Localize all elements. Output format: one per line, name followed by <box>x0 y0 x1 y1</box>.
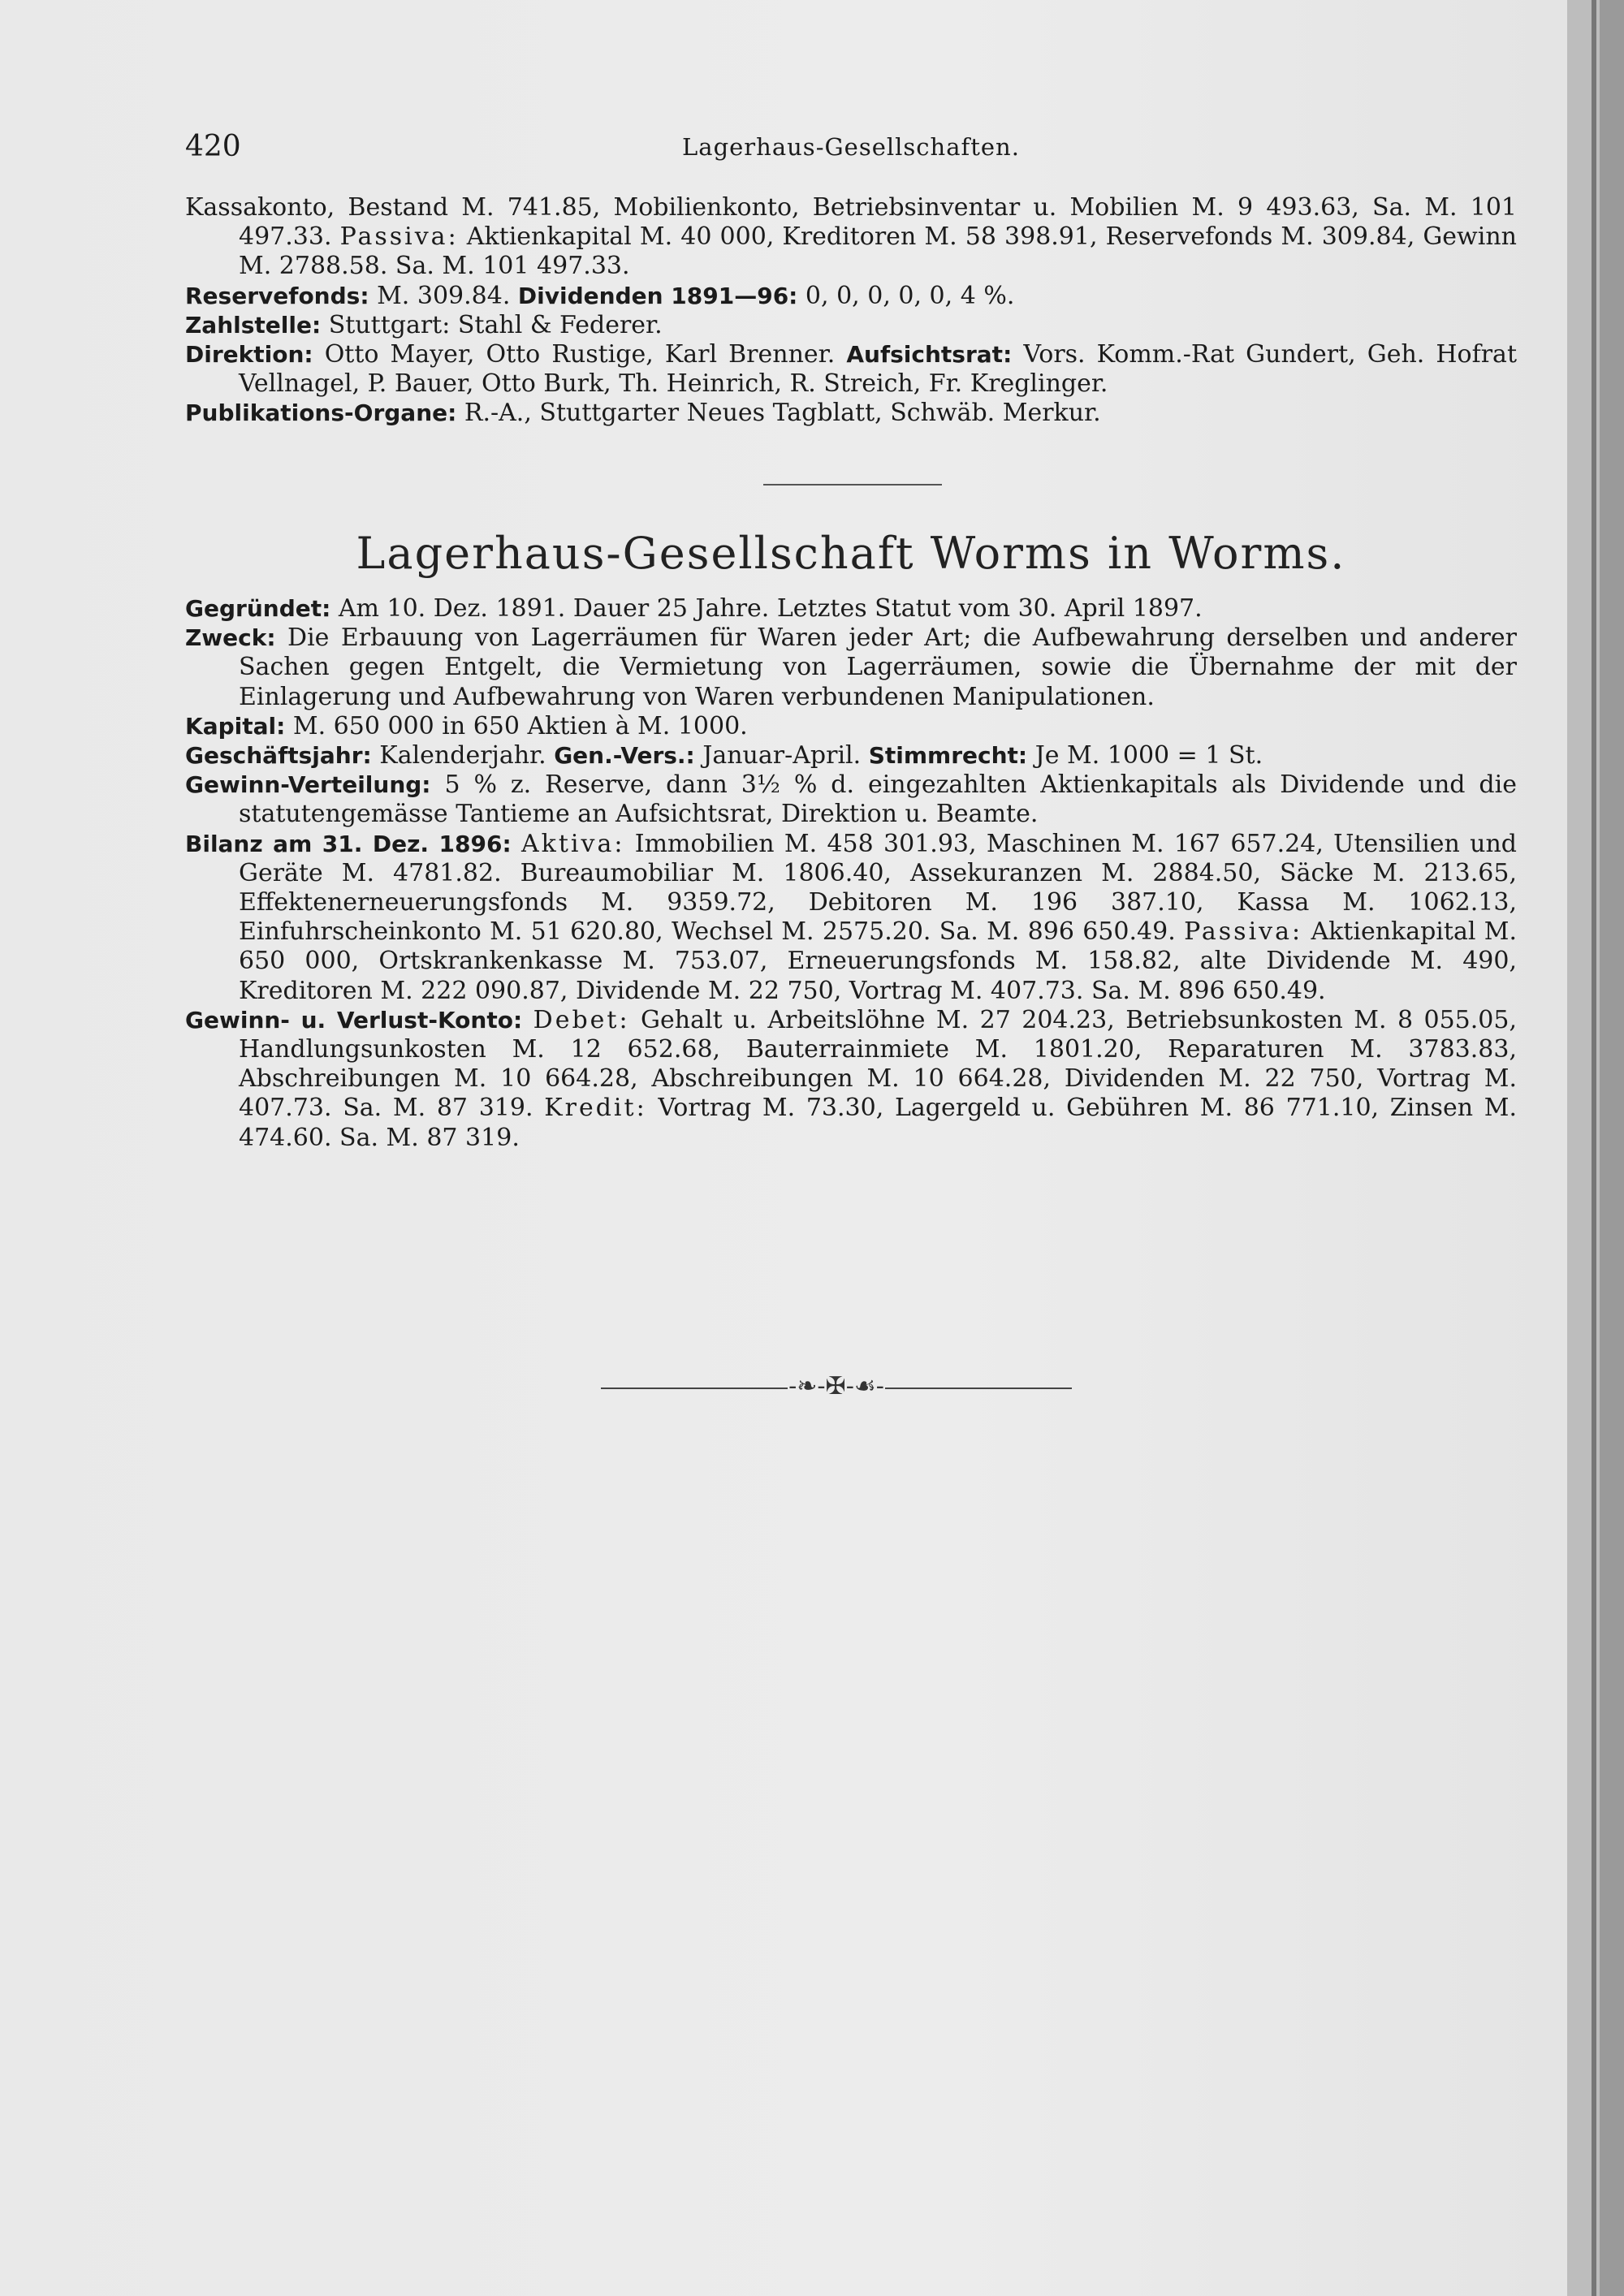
guv-debet-label: Debet: <box>533 1005 630 1034</box>
page-header <box>185 130 1517 170</box>
aufsichtsrat-label: Aufsichtsrat: <box>846 341 1013 369</box>
zweck-label: Zweck: <box>185 624 276 652</box>
guv-label: Gewinn- u. Verlust-Konto: <box>185 1006 523 1034</box>
bilanz-passiva-label: Passiva: <box>1184 917 1303 947</box>
bilanz-label: Bilanz am 31. Dez. 1896: <box>185 830 512 857</box>
page-edge-shadow <box>1592 0 1596 2296</box>
gewinnverteilung-text: 5 % z. Reserve, dann 3½ % d. eingezahlten Aktienkapitals als Dividende und die statutengemässe Tantieme an Aufsichtsrat, Direktion u. Beamte. <box>239 770 1517 829</box>
kapital-text: M. 650 000 in 650 Aktien à M. 1000. <box>292 711 748 740</box>
aufsichtsrat-text: Vors. Komm.-Rat Gundert, Geh. Hofrat Vellnagel, P. Bauer, Otto Burk, Th. Heinrich, R. Streich, Fr. Kreglinger. <box>239 340 1518 399</box>
entry-kassakonto <box>185 193 1517 282</box>
section-divider <box>763 484 942 486</box>
publikation-text: R.-A., Stuttgarter Neues Tagblatt, Schwäb. Merkur. <box>464 399 1101 428</box>
passiva-text: Aktienkapital M. 40 000, Kreditoren M. 58 398.91, Reservefonds M. 309.84, Gewinn M. 2788.58. Sa. M. 101 497.33. <box>239 222 1517 281</box>
book-spine <box>1600 0 1624 2296</box>
guv-debet-text: Gehalt u. Arbeitslöhne M. 27 204.23, Betriebsunkosten M. 8 055.05, Handlungsunkosten M. 12 652.68, Bauterrainmiete M. 1801.20, Reparaturen M. 3783.83, Abschreibungen M. 10 664.28, Abschreibungen M. 10 664.28, Dividenden M. 22 750, Vortrag M. 407.73. Sa. M. 87 319. <box>239 1005 1517 1123</box>
page-number: 420 <box>185 130 241 163</box>
running-head: Lagerhaus-Gesellschaften. <box>682 133 1020 161</box>
genvers-label: Gen.-Vers.: <box>554 742 695 770</box>
ornament-icon: -❧-✠-☙- <box>788 1372 884 1400</box>
zahlstelle-label: Zahlstelle: <box>185 311 322 339</box>
geschaeftsjahr-text: Kalenderjahr. <box>379 741 546 770</box>
stimmrecht-label: Stimmrecht: <box>868 742 1028 770</box>
dividenden-label: Dividenden 1891—96: <box>517 282 798 309</box>
entry-bilanz <box>185 830 1517 1006</box>
stimmrecht-text: Je M. 1000 = 1 St. <box>1034 741 1263 770</box>
zweck-text: Die Erbauung von Lagerräumen für Waren jeder Art; die Aufbewahrung derselben und anderer Sachen gegen Entgelt, die Vermietung von Lagerräumen, sowie die Übernahme der mit der Einlagerung und Aufbewahrung von Waren verbundenen Manipulationen. <box>239 624 1517 711</box>
bilanz-aktiva-text: Immobilien M. 458 301.93, Maschinen M. 167 657.24, Utensilien und Geräte M. 4781.82. Bureaumobiliar M. 1806.40, Assekuranzen M. 2884.50, Säcke M. 213.65, Effektenerneuerungsfonds M. 9359.72, Debitoren M. 196 387.10, Kassa M. 1062.13, Einfuhrscheinkonto M. 51 620.80, Wechsel M. 2575.20. Sa. M. 896 650.49. <box>239 829 1517 947</box>
entry-zweck <box>185 624 1517 712</box>
kassakonto-text: Kassakonto, Bestand M. 741.85, Mobilienkonto, Betriebsinventar u. Mobilien M. 9 493.63, Sa. M. 101 497.33. <box>185 193 1517 252</box>
ornament-line-left <box>601 1388 788 1389</box>
entry-publikation <box>185 399 1517 428</box>
entry-direktion <box>185 340 1517 399</box>
zahlstelle-text: Stuttgart: Stahl & Federer. <box>328 310 663 339</box>
entry-zahlstelle <box>185 311 1517 340</box>
direktion-text: Otto Mayer, Otto Rustige, Karl Brenner. <box>324 340 836 369</box>
company-entry <box>185 594 1517 1153</box>
guv-kredit-text: Vortrag M. 73.30, Lagergeld u. Gebühren M. 86 771.10, Zinsen M. 474.60. Sa. M. 87 319. <box>239 1094 1517 1152</box>
entry-gewinn-verlust <box>185 1006 1517 1153</box>
entry-geschaeftsjahr <box>185 741 1517 770</box>
previous-company-tail <box>185 193 1517 429</box>
gegruendet-label: Gegründet: <box>185 595 331 622</box>
dividenden-text: 0, 0, 0, 0, 0, 4 %. <box>805 281 1015 310</box>
entry-gewinnverteilung <box>185 770 1517 829</box>
gegruendet-text: Am 10. Dez. 1891. Dauer 25 Jahre. Letztes Statut vom 30. April 1897. <box>338 594 1203 623</box>
genvers-text: Januar-April. <box>702 741 862 770</box>
gewinnverteilung-label: Gewinn-Verteilung: <box>185 771 431 799</box>
kapital-label: Kapital: <box>185 712 286 740</box>
entry-reservefonds <box>185 282 1517 311</box>
entry-kapital <box>185 712 1517 741</box>
entry-gegruendet <box>185 594 1517 624</box>
reservefonds-text: M. 309.84. <box>377 281 511 310</box>
ornament-line-right <box>885 1388 1072 1389</box>
bilanz-passiva-text: Aktienkapital M. 650 000, Ortskrankenkasse M. 753.07, Erneuerungsfonds M. 158.82, alte Dividende M. 490, Kreditoren M. 222 090.87, Dividende M. 22 750, Vortrag M. 407.73. Sa. M. 896 650.49. <box>239 917 1517 1005</box>
end-ornament <box>601 1372 1072 1405</box>
guv-kredit-label: Kredit: <box>544 1094 647 1123</box>
passiva-label: Passiva: <box>339 222 459 252</box>
direktion-label: Direktion: <box>185 341 313 369</box>
company-title: Lagerhaus-Gesellschaft Worms in Worms. <box>356 528 1346 579</box>
publikation-label: Publikations-Organe: <box>185 399 457 427</box>
geschaeftsjahr-label: Geschäftsjahr: <box>185 742 372 770</box>
bilanz-aktiva-label: Aktiva: <box>521 829 625 858</box>
reservefonds-label: Reservefonds: <box>185 282 369 309</box>
